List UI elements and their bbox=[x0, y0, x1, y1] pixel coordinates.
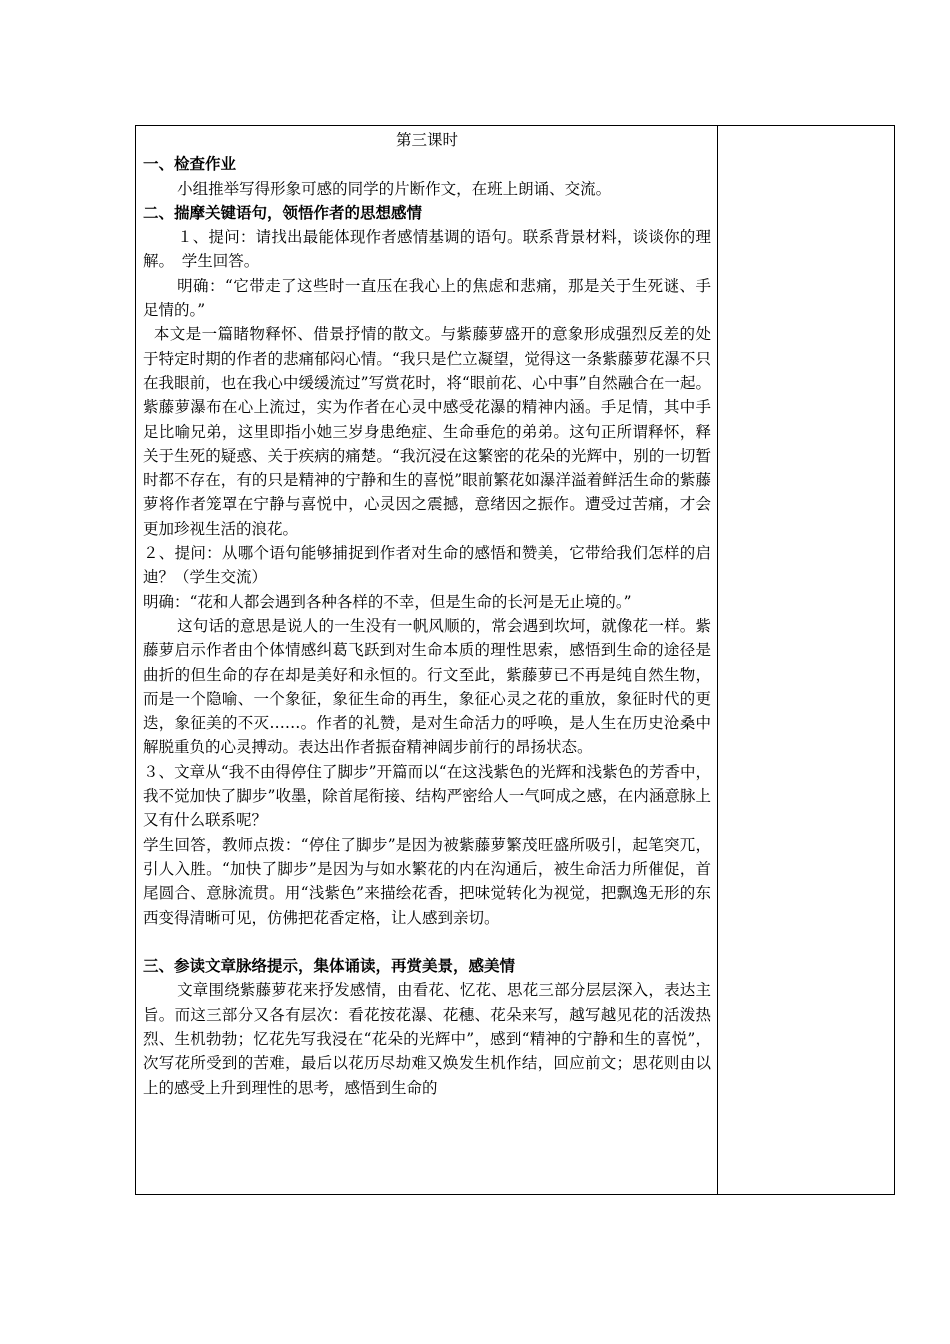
analysis-paragraph-2: 这句话的意思是说人的一生没有一帆风顺的，常会遇到坎坷，就像花一样。紫藤萝启示作者由个体情感纠葛飞跃到对生命本质的理性思索，感悟到生命的途径是曲折的但生命的存在却是美好和永恒的。行文至此，紫藤萝已不再是纯自然生物，而是一个隐喻、一个象征，象征生命的再生，象征心灵之花的重放，象征时代的更迭，象征美的不灭……。作者的礼赞，是对生命活力的呼唤，是人生在历史沧桑中解脱重负的心灵搏动。表达出作者振奋精神阔步前行的昂扬状态。 bbox=[143, 616, 711, 757]
section1-heading: 一、检查作业 bbox=[143, 155, 237, 174]
answer-3: 学生回答，教师点拨：“停住了脚步”是因为被紫藤萝繁茂旺盛所吸引，起笔突兀，引人入胜。“加快了脚步”是因为与如水繁花的内在沟通后，被生命活力所催促，首尾圆合、意脉流贯。用“浅紫色”来描绘花香，把味觉转化为视觉，把飘逸无形的东西变得清晰可见，仿佛把花香定格，让人感到亲切。 bbox=[143, 835, 711, 927]
table-column-divider bbox=[717, 125, 718, 1195]
section3-text: 文章围绕紫藤萝花来抒发感情，由看花、忆花、思花三部分层层深入，表达主旨。而这三部分又各有层次：看花按花瀑、花穗、花朵来写，越写越见花的活泼热烈、生机勃勃；忆花先写我浸在“花朵的光辉中”，感到“精神的宁静和生的喜悦”，次写花所受到的苦难，最后以花历尽劫难又焕发生机作结，回应前文；思花则由以上的感受上升到理性的思考，感悟到生命的 bbox=[143, 981, 711, 1097]
analysis-paragraph-1: 本文是一篇睹物释怀、借景抒情的散文。与紫藤萝盛开的意象形成强烈反差的处于特定时期的作者的悲痛郁闷心情。“我只是伫立凝望，觉得这一条紫藤萝花瀑不只在我眼前，也在我心中缓缓流过”写赏花时，将“眼前花、心中事”自然融合在一起。紫藤萝瀑布在心上流过，实为作者在心灵中感受花瀑的精神内涵。手足情，其中手足比喻兄弟，这里即指小她三岁身患绝症、生命垂危的弟弟。这句正所谓释怀，释关于生死的疑惑、关于疾病的痛楚。“我沉浸在这繁密的花朵的光辉中，别的一切暂时都不存在，有的只是精神的宁静和生的喜悦”眼前繁花如瀑洋溢着鲜活生命的紫藤萝将作者笼罩在宁静与喜悦中，心灵因之震撼，意绪因之振作。遭受过苦痛，才会更加珍视生活的浪花。 bbox=[143, 325, 711, 538]
answer-1: 明确：“它带走了这些时一直压在我心上的焦虑和悲痛，那是关于生死谜、手足情的。” bbox=[143, 276, 711, 320]
blank-line bbox=[143, 930, 711, 954]
question-2: ２、提问：从哪个语句能够捕捉到作者对生命的感悟和赞美，它带给我们怎样的启迪？（学生交流） bbox=[143, 544, 711, 587]
lesson-title: 第三课时 bbox=[395, 131, 458, 149]
section1-text: 小组推举写得形象可感的同学的片断作文，在班上朗诵、交流。 bbox=[177, 179, 612, 198]
lesson-content-cell bbox=[143, 128, 711, 1192]
section3-heading: 三、参读文章脉络提示，集体诵读，再赏美景，感美情 bbox=[143, 957, 516, 976]
section2-heading: 二、揣摩关键语句，领悟作者的思想感情 bbox=[143, 203, 423, 222]
answer-2: 明确：“花和人都会遇到各种各样的不幸，但是生命的长河是无止境的。” bbox=[143, 592, 632, 611]
question-1: １、提问：请找出最能体现作者感情基调的语句。联系背景材料，谈谈你的理解。 学生回答。 bbox=[143, 228, 711, 271]
question-3: ３、文章从“我不由得停住了脚步”开篇而以“在这浅紫色的光辉和浅紫色的芳香中，我不觉加快了脚步”收墨，除首尾衔接、结构严密给人一气呵成之感，在内涵意脉上又有什么联系呢？ bbox=[143, 762, 711, 830]
